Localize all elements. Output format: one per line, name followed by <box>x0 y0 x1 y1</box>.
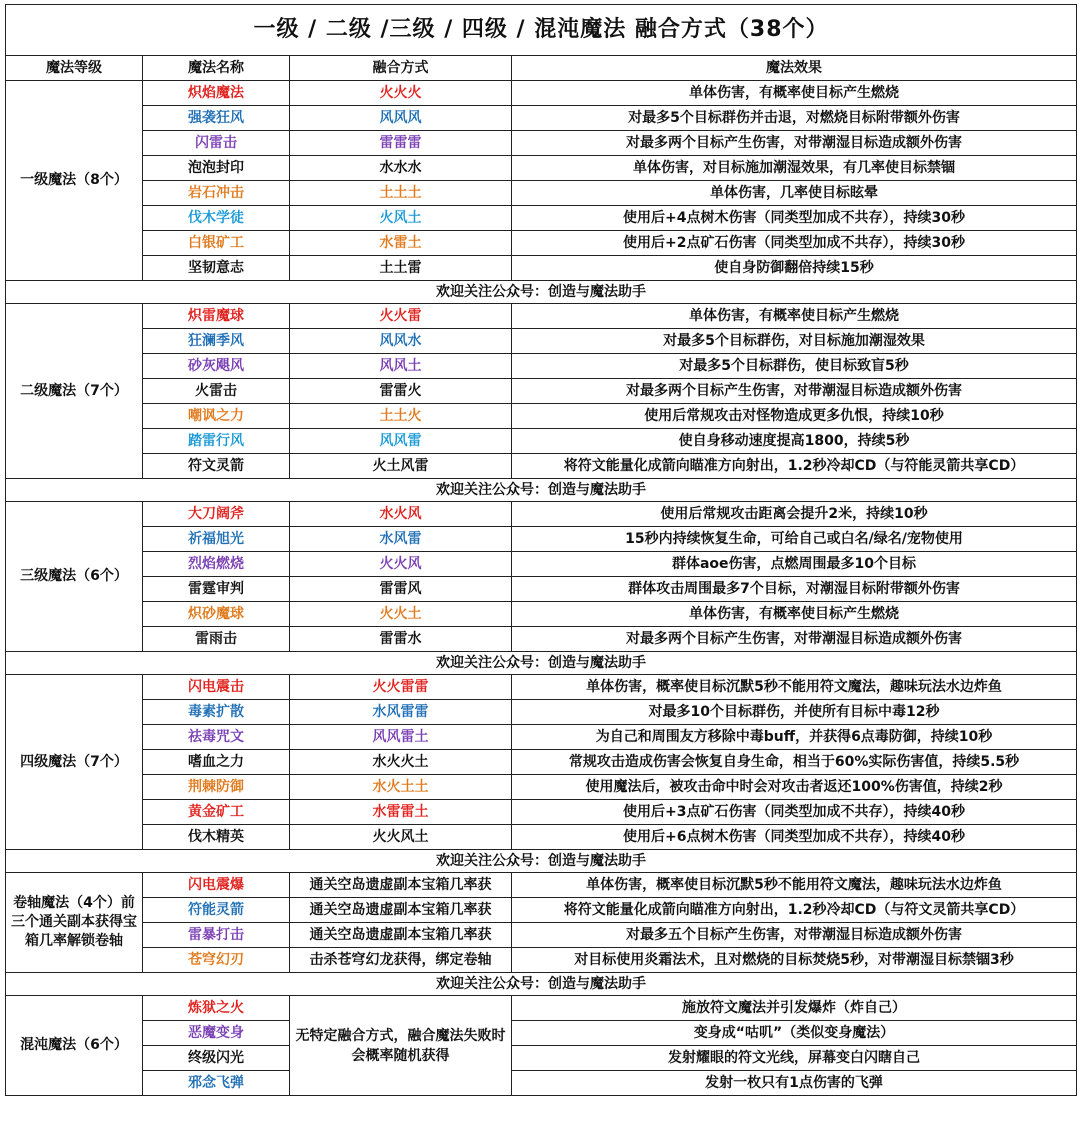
magic-effect-cell: 15秒内持续恢复生命，可给自己或白名/绿名/宠物使用 <box>512 527 1077 552</box>
magic-effect-cell: 使自身移动速度提高1800，持续5秒 <box>512 429 1077 454</box>
magic-name-cell: 闪电震击 <box>143 675 290 700</box>
magic-name-cell: 恶魔变身 <box>143 1021 290 1046</box>
table-row <box>6 404 1077 429</box>
table-row <box>6 775 1077 800</box>
fusion-method-cell: 雷雷雷 <box>290 131 512 156</box>
magic-effect-cell: 群体攻击周围最多7个目标，对潮湿目标附带额外伤害 <box>512 577 1077 602</box>
magic-name-cell: 坚韧意志 <box>143 256 290 281</box>
wechat-banner: 欢迎关注公众号：创造与魔法助手 <box>6 652 1077 675</box>
magic-name-cell: 大刀阔斧 <box>143 502 290 527</box>
fusion-method-cell: 水雷雷土 <box>290 800 512 825</box>
header-level: 魔法等级 <box>6 56 143 81</box>
table-row <box>6 231 1077 256</box>
table-row <box>6 577 1077 602</box>
fusion-method-cell: 水水水 <box>290 156 512 181</box>
fusion-method-cell: 风风风 <box>290 106 512 131</box>
table-row <box>6 725 1077 750</box>
magic-level-cell: 四级魔法（7个） <box>6 675 143 850</box>
table-row <box>6 923 1077 948</box>
magic-level-cell: 卷轴魔法（4个）前三个通关副本获得宝箱几率解锁卷轴 <box>6 873 143 973</box>
table-row <box>6 602 1077 627</box>
fusion-method-cell: 雷雷火 <box>290 379 512 404</box>
magic-name-cell: 狂澜季风 <box>143 329 290 354</box>
magic-effect-cell: 对最多10个目标群伤，并使所有目标中毒12秒 <box>512 700 1077 725</box>
magic-name-cell: 伐木精英 <box>143 825 290 850</box>
magic-name-cell: 烈焰燃烧 <box>143 552 290 577</box>
table-row <box>6 825 1077 850</box>
table-row <box>6 329 1077 354</box>
magic-name-cell: 白银矿工 <box>143 231 290 256</box>
magic-effect-cell: 单体伤害，有概率使目标产生燃烧 <box>512 304 1077 329</box>
header-method: 融合方式 <box>290 56 512 81</box>
magic-effect-cell: 单体伤害，对目标施加潮湿效果，有几率使目标禁锢 <box>512 156 1077 181</box>
magic-fusion-table <box>5 4 1077 1096</box>
magic-name-cell: 苍穹幻刃 <box>143 948 290 973</box>
magic-name-cell: 祛毒咒文 <box>143 725 290 750</box>
magic-effect-cell: 单体伤害，概率使目标沉默5秒不能用符文魔法，趣味玩法水边炸鱼 <box>512 675 1077 700</box>
table-row <box>6 996 1077 1021</box>
table-row <box>6 131 1077 156</box>
magic-effect-cell: 对最多5个目标群伤，使目标致盲5秒 <box>512 354 1077 379</box>
table-row <box>6 873 1077 898</box>
fusion-method-cell: 火土风雷 <box>290 454 512 479</box>
table-row <box>6 156 1077 181</box>
table-row <box>6 354 1077 379</box>
magic-name-cell: 嗜血之力 <box>143 750 290 775</box>
fusion-method-cell: 通关空岛遗虚副本宝箱几率获 <box>290 898 512 923</box>
header-row <box>6 56 1077 81</box>
table-row <box>6 454 1077 479</box>
fusion-method-cell: 风风雷 <box>290 429 512 454</box>
table-row <box>6 700 1077 725</box>
magic-effect-cell: 单体伤害，有概率使目标产生燃烧 <box>512 602 1077 627</box>
banner-row <box>6 479 1077 502</box>
fusion-method-cell: 火火风土 <box>290 825 512 850</box>
magic-name-cell: 炼狱之火 <box>143 996 290 1021</box>
header-effect: 魔法效果 <box>512 56 1077 81</box>
magic-level-cell: 三级魔法（6个） <box>6 502 143 652</box>
magic-level-cell: 混沌魔法（6个） <box>6 996 143 1096</box>
fusion-method-cell: 水风雷雷 <box>290 700 512 725</box>
magic-name-cell: 毒素扩散 <box>143 700 290 725</box>
table-row <box>6 675 1077 700</box>
fusion-method-cell: 雷雷水 <box>290 627 512 652</box>
table-row <box>6 106 1077 131</box>
magic-effect-cell: 对最多5个目标群伤，对目标施加潮湿效果 <box>512 329 1077 354</box>
magic-effect-cell: 施放符文魔法并引发爆炸（炸自己） <box>512 996 1077 1021</box>
magic-effect-cell: 使用后+4点树木伤害（同类型加成不共存），持续30秒 <box>512 206 1077 231</box>
fusion-method-cell: 水火风 <box>290 502 512 527</box>
magic-effect-cell: 单体伤害，有概率使目标产生燃烧 <box>512 81 1077 106</box>
table-row <box>6 898 1077 923</box>
fusion-method-cell: 火火雷雷 <box>290 675 512 700</box>
table-row <box>6 304 1077 329</box>
table-row <box>6 627 1077 652</box>
magic-effect-cell: 发射一枚只有1点伤害的飞弹 <box>512 1071 1077 1096</box>
fusion-method-cell: 土土雷 <box>290 256 512 281</box>
banner-row <box>6 973 1077 996</box>
magic-name-cell: 伐木学徒 <box>143 206 290 231</box>
magic-effect-cell: 将符文能量化成箭向瞄准方向射出，1.2秒冷却CD（与符能灵箭共享CD） <box>512 454 1077 479</box>
table-row <box>6 527 1077 552</box>
table-row <box>6 552 1077 577</box>
magic-effect-cell: 为自己和周围友方移除中毒buff，并获得6点毒防御，持续10秒 <box>512 725 1077 750</box>
magic-effect-cell: 群体aoe伤害，点燃周围最多10个目标 <box>512 552 1077 577</box>
fusion-method-cell: 火火火 <box>290 81 512 106</box>
fusion-method-cell: 风风水 <box>290 329 512 354</box>
magic-name-cell: 黄金矿工 <box>143 800 290 825</box>
table-row <box>6 800 1077 825</box>
magic-effect-cell: 对最多两个目标产生伤害，对带潮湿目标造成额外伤害 <box>512 131 1077 156</box>
fusion-method-cell: 火火土 <box>290 602 512 627</box>
magic-name-cell: 雷暴打击 <box>143 923 290 948</box>
magic-name-cell: 雷雨击 <box>143 627 290 652</box>
magic-name-cell: 砂灰飓风 <box>143 354 290 379</box>
magic-effect-cell: 对最多5个目标群伤并击退，对燃烧目标附带额外伤害 <box>512 106 1077 131</box>
magic-name-cell: 符能灵箭 <box>143 898 290 923</box>
magic-effect-cell: 变身成“咕叽”（类似变身魔法） <box>512 1021 1077 1046</box>
magic-name-cell: 闪雷击 <box>143 131 290 156</box>
magic-name-cell: 闪电震爆 <box>143 873 290 898</box>
wechat-banner: 欢迎关注公众号：创造与魔法助手 <box>6 479 1077 502</box>
magic-effect-cell: 发射耀眼的符文光线，屏幕变白闪瞎自己 <box>512 1046 1077 1071</box>
magic-effect-cell: 对目标使用炎霜法术，且对燃烧的目标焚烧5秒，对带潮湿目标禁锢3秒 <box>512 948 1077 973</box>
fusion-method-cell: 风风土 <box>290 354 512 379</box>
magic-name-cell: 泡泡封印 <box>143 156 290 181</box>
magic-effect-cell: 使用后+3点矿石伤害（同类型加成不共存），持续40秒 <box>512 800 1077 825</box>
fusion-method-cell: 击杀苍穹幻龙获得，绑定卷轴 <box>290 948 512 973</box>
magic-name-cell: 强袭狂风 <box>143 106 290 131</box>
table-row <box>6 948 1077 973</box>
table-row <box>6 379 1077 404</box>
table-row <box>6 1046 1077 1071</box>
magic-effect-cell: 单体伤害，概率使目标沉默5秒不能用符文魔法，趣味玩法水边炸鱼 <box>512 873 1077 898</box>
magic-effect-cell: 对最多五个目标产生伤害，对带潮湿目标造成额外伤害 <box>512 923 1077 948</box>
magic-name-cell: 踏雷行风 <box>143 429 290 454</box>
magic-name-cell: 祈福旭光 <box>143 527 290 552</box>
table-row <box>6 1071 1077 1096</box>
fusion-method-cell: 土土火 <box>290 404 512 429</box>
fusion-method-cell: 无特定融合方式，融合魔法失败时会概率随机获得 <box>290 996 512 1096</box>
table-row <box>6 81 1077 106</box>
table-row <box>6 256 1077 281</box>
magic-name-cell: 终级闪光 <box>143 1046 290 1071</box>
magic-name-cell: 岩石冲击 <box>143 181 290 206</box>
magic-name-cell: 炽焰魔法 <box>143 81 290 106</box>
magic-level-cell: 一级魔法（8个） <box>6 81 143 281</box>
magic-effect-cell: 使用魔法后，被攻击命中时会对攻击者返还100%伤害值，持续2秒 <box>512 775 1077 800</box>
fusion-method-cell: 通关空岛遗虚副本宝箱几率获 <box>290 923 512 948</box>
table-row <box>6 181 1077 206</box>
table-row <box>6 502 1077 527</box>
fusion-method-cell: 土土土 <box>290 181 512 206</box>
fusion-method-cell: 风风雷土 <box>290 725 512 750</box>
magic-name-cell: 炽砂魔球 <box>143 602 290 627</box>
table-row <box>6 1021 1077 1046</box>
fusion-method-cell: 火火雷 <box>290 304 512 329</box>
magic-level-cell: 二级魔法（7个） <box>6 304 143 479</box>
fusion-method-cell: 水火火土 <box>290 750 512 775</box>
fusion-method-cell: 雷雷风 <box>290 577 512 602</box>
table-row <box>6 750 1077 775</box>
magic-effect-cell: 常规攻击造成伤害会恢复自身生命，相当于60%实际伤害值，持续5.5秒 <box>512 750 1077 775</box>
magic-effect-cell: 使用后常规攻击距离会提升2米，持续10秒 <box>512 502 1077 527</box>
magic-effect-cell: 对最多两个目标产生伤害，对带潮湿目标造成额外伤害 <box>512 627 1077 652</box>
magic-effect-cell: 单体伤害，几率使目标眩晕 <box>512 181 1077 206</box>
fusion-method-cell: 火风土 <box>290 206 512 231</box>
magic-name-cell: 嘲讽之力 <box>143 404 290 429</box>
banner-row <box>6 652 1077 675</box>
magic-effect-cell: 对最多两个目标产生伤害，对带潮湿目标造成额外伤害 <box>512 379 1077 404</box>
magic-name-cell: 邪念飞弹 <box>143 1071 290 1096</box>
magic-effect-cell: 使自身防御翻倍持续15秒 <box>512 256 1077 281</box>
wechat-banner: 欢迎关注公众号：创造与魔法助手 <box>6 281 1077 304</box>
magic-name-cell: 雷霆审判 <box>143 577 290 602</box>
magic-name-cell: 火雷击 <box>143 379 290 404</box>
magic-effect-cell: 使用后+2点矿石伤害（同类型加成不共存），持续30秒 <box>512 231 1077 256</box>
banner-row <box>6 281 1077 304</box>
header-name: 魔法名称 <box>143 56 290 81</box>
fusion-method-cell: 水风雷 <box>290 527 512 552</box>
magic-effect-cell: 使用后常规攻击对怪物造成更多仇恨，持续10秒 <box>512 404 1077 429</box>
table-row <box>6 429 1077 454</box>
table-title: 一级 / 二级 /三级 / 四级 / 混沌魔法 融合方式（38个） <box>6 5 1077 56</box>
banner-row <box>6 850 1077 873</box>
wechat-banner: 欢迎关注公众号：创造与魔法助手 <box>6 973 1077 996</box>
fusion-method-cell: 水雷土 <box>290 231 512 256</box>
table-row <box>6 206 1077 231</box>
fusion-method-cell: 水火土土 <box>290 775 512 800</box>
magic-effect-cell: 使用后+6点树木伤害（同类型加成不共存），持续40秒 <box>512 825 1077 850</box>
fusion-method-cell: 火火风 <box>290 552 512 577</box>
magic-name-cell: 符文灵箭 <box>143 454 290 479</box>
title-row <box>6 5 1077 56</box>
wechat-banner: 欢迎关注公众号：创造与魔法助手 <box>6 850 1077 873</box>
magic-name-cell: 荆棘防御 <box>143 775 290 800</box>
magic-name-cell: 炽雷魔球 <box>143 304 290 329</box>
magic-effect-cell: 将符文能量化成箭向瞄准方向射出，1.2秒冷却CD（与符文灵箭共享CD） <box>512 898 1077 923</box>
fusion-method-cell: 通关空岛遗虚副本宝箱几率获 <box>290 873 512 898</box>
